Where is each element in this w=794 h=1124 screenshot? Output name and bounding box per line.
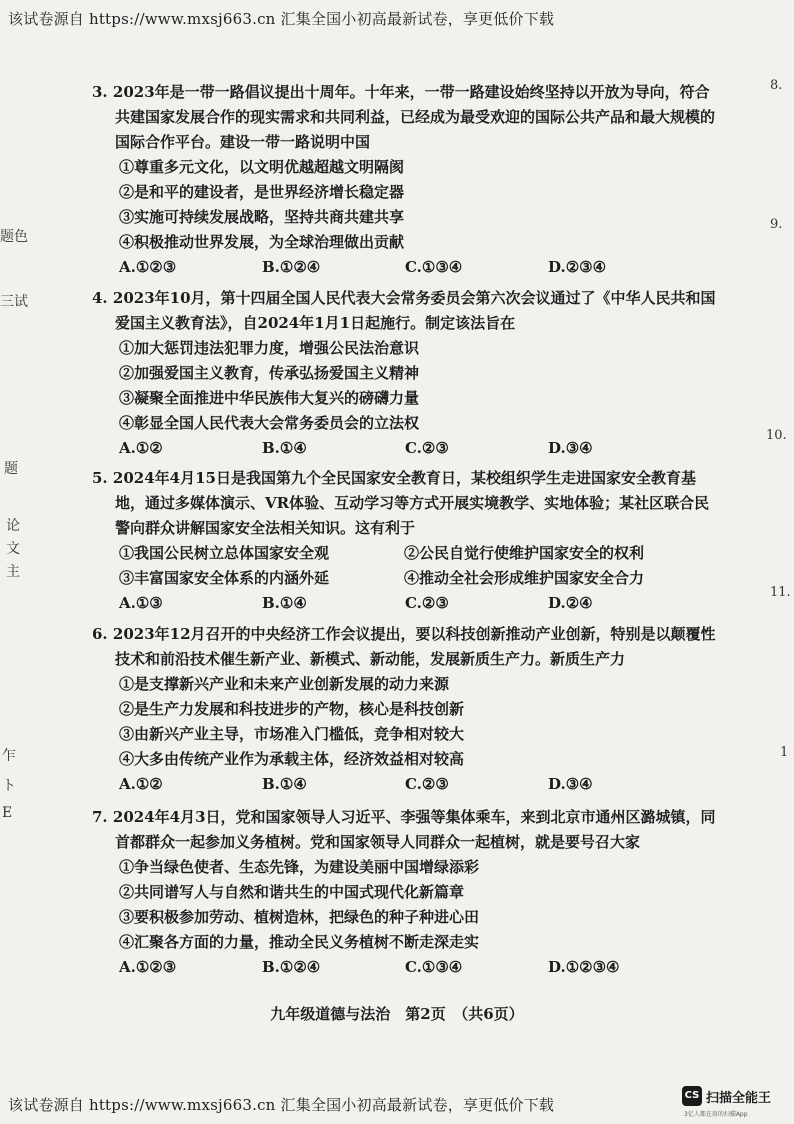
statement-item: ①加大惩罚违法犯罪力度，增强公民法治意识: [119, 339, 420, 357]
margin-fragment: ト: [2, 778, 16, 794]
right-margin-number: 11.: [770, 585, 791, 600]
answer-choice-c: C.②③: [405, 775, 449, 793]
answer-choice-b: B.①②④: [262, 258, 321, 276]
answer-choice-a: A.①②: [119, 775, 163, 793]
answer-choice-c: C.①③④: [405, 258, 463, 276]
statement-item: ①是支撑新兴产业和未来产业创新发展的动力来源: [119, 675, 450, 693]
question-stem: 3. 2023年是一带一路倡议提出十周年。十年来，一带一路建设始终坚持以开放为导向，符合共建国家发展合作的现实需求和共同利益，已经成为最受欢迎的国际公共产品和最大规模的国际合作平台。建设一带一路说明中国: [92, 83, 716, 151]
statement-item: ②公民自觉行使维护国家安全的权利: [404, 544, 645, 562]
answer-choice-b: B.①④: [262, 775, 307, 793]
margin-fragment: 三试: [0, 294, 28, 310]
statement-item: ③凝聚全面推进中华民族伟大复兴的磅礴力量: [119, 389, 420, 407]
answer-choices: [92, 436, 717, 461]
logo-tagline: 3亿人都在用的扫描App: [684, 1111, 748, 1118]
answer-choice-d: D.②③④: [548, 258, 607, 276]
option-row: [92, 541, 717, 566]
answer-choice-d: D.②④: [548, 594, 593, 612]
right-margin-number: 10.: [766, 428, 787, 443]
statement-item: ④大多由传统产业作为承载主体，经济效益相对较高: [119, 750, 465, 768]
answer-choice-b: B.①④: [262, 439, 307, 457]
statement-item: ③要积极参加劳动、植树造林，把绿色的种子种进心田: [119, 908, 480, 926]
question-6: [92, 622, 717, 797]
statement-item: ④彰显全国人民代表大会常务委员会的立法权: [119, 414, 420, 432]
camscanner-icon: CS: [682, 1086, 702, 1106]
option-list: [92, 155, 717, 255]
statement-item: ④推动全社会形成维护国家安全合力: [404, 569, 645, 587]
margin-fragment: 题: [4, 461, 18, 477]
answer-choice-b: B.①④: [262, 594, 307, 612]
answer-choices: [92, 255, 717, 280]
question-7: [92, 805, 717, 980]
page-footer: 九年级道德与法治 第2页 （共6页）: [270, 1005, 524, 1023]
option-list: [92, 336, 717, 436]
answer-choice-b: B.①②④: [262, 958, 321, 976]
margin-fragment: 主: [6, 564, 20, 580]
answer-choices: [92, 772, 717, 797]
question-5: [92, 466, 717, 616]
question-4: [92, 286, 717, 461]
option-list: [92, 672, 717, 772]
question-stem: 4. 2023年10月，第十四届全国人民代表大会常务委员会第六次会议通过了《中华人民共和国爱国主义教育法》，自2024年1月1日起施行。制定该法旨在: [92, 289, 716, 332]
statement-item: ②是生产力发展和科技进步的产物，核心是科技创新: [119, 700, 465, 718]
logo-name: 扫描全能王: [706, 1091, 772, 1106]
answer-choice-c: C.②③: [405, 439, 449, 457]
statement-item: ③实施可持续发展战略，坚持共商共建共享: [119, 208, 405, 226]
right-margin-number: 8.: [770, 78, 783, 93]
answer-choice-a: A.①②: [119, 439, 163, 457]
answer-choice-d: D.③④: [548, 439, 593, 457]
statement-item: ③丰富国家安全体系的内涵外延: [119, 569, 330, 587]
bottom-banner: 该试卷源自 https://www.mxsj663.cn 汇集全国小初高最新试卷，享更低价下载: [8, 1096, 555, 1114]
answer-choice-d: D.③④: [548, 775, 593, 793]
margin-fragment: 乍: [2, 748, 16, 764]
margin-fragment: 文: [6, 541, 20, 557]
top-banner: 该试卷源自 https://www.mxsj663.cn 汇集全国小初高最新试卷，享更低价下载: [8, 10, 555, 28]
statement-item: ①争当绿色使者、生态先锋，为建设美丽中国增绿添彩: [119, 858, 480, 876]
statement-item: ④汇聚各方面的力量，推动全民义务植树不断走深走实: [119, 933, 480, 951]
statement-item: ②加强爱国主义教育，传承弘扬爱国主义精神: [119, 364, 420, 382]
margin-fragment: 论: [6, 518, 20, 534]
right-margin-number: 9.: [770, 217, 783, 232]
question-stem: 7. 2024年4月3日，党和国家领导人习近平、李强等集体乘车，来到北京市通州区潞城镇，同首都群众一起参加义务植树。党和国家领导人同群众一起植树，就是要号召大家: [92, 808, 716, 851]
question-stem: 5. 2024年4月15日是我国第九个全民国家安全教育日，某校组织学生走进国家安全教育基地，通过多媒体演示、VR体验、互动学习等方式开展实境教学、实地体验；某社区联合民警向群众讲解国家安全法相关知识。这有利于: [92, 469, 710, 537]
answer-choice-a: A.①②③: [119, 958, 177, 976]
statement-item: ③由新兴产业主导，市场准入门槛低，竞争相对较大: [119, 725, 465, 743]
statement-item: ②共同谱写人与自然和谐共生的中国式现代化新篇章: [119, 883, 465, 901]
scanner-logo: [682, 1086, 790, 1120]
answer-choice-d: D.①②③④: [548, 958, 620, 976]
answer-choice-a: A.①②③: [119, 258, 177, 276]
right-margin-number: 1: [780, 745, 789, 760]
answer-choice-c: C.①③④: [405, 958, 463, 976]
question-3: [92, 80, 717, 280]
statement-item: ①尊重多元文化，以文明优越超越文明隔阂: [119, 158, 405, 176]
statement-item: ②是和平的建设者，是世界经济增长稳定器: [119, 183, 405, 201]
question-stem: 6. 2023年12月召开的中央经济工作会议提出，要以科技创新推动产业创新，特别是以颠覆性技术和前沿技术催生新产业、新模式、新动能，发展新质生产力。新质生产力: [92, 625, 716, 668]
statement-item: ①我国公民树立总体国家安全观: [119, 544, 330, 562]
answer-choice-c: C.②③: [405, 594, 449, 612]
answer-choices: [92, 591, 717, 616]
margin-fragment: E: [2, 805, 13, 821]
answer-choice-a: A.①③: [119, 594, 163, 612]
statement-item: ④积极推动世界发展，为全球治理做出贡献: [119, 233, 405, 251]
option-row: [92, 566, 717, 591]
option-list: [92, 855, 717, 955]
margin-fragment: 题色: [0, 229, 28, 245]
answer-choices: [92, 955, 717, 980]
